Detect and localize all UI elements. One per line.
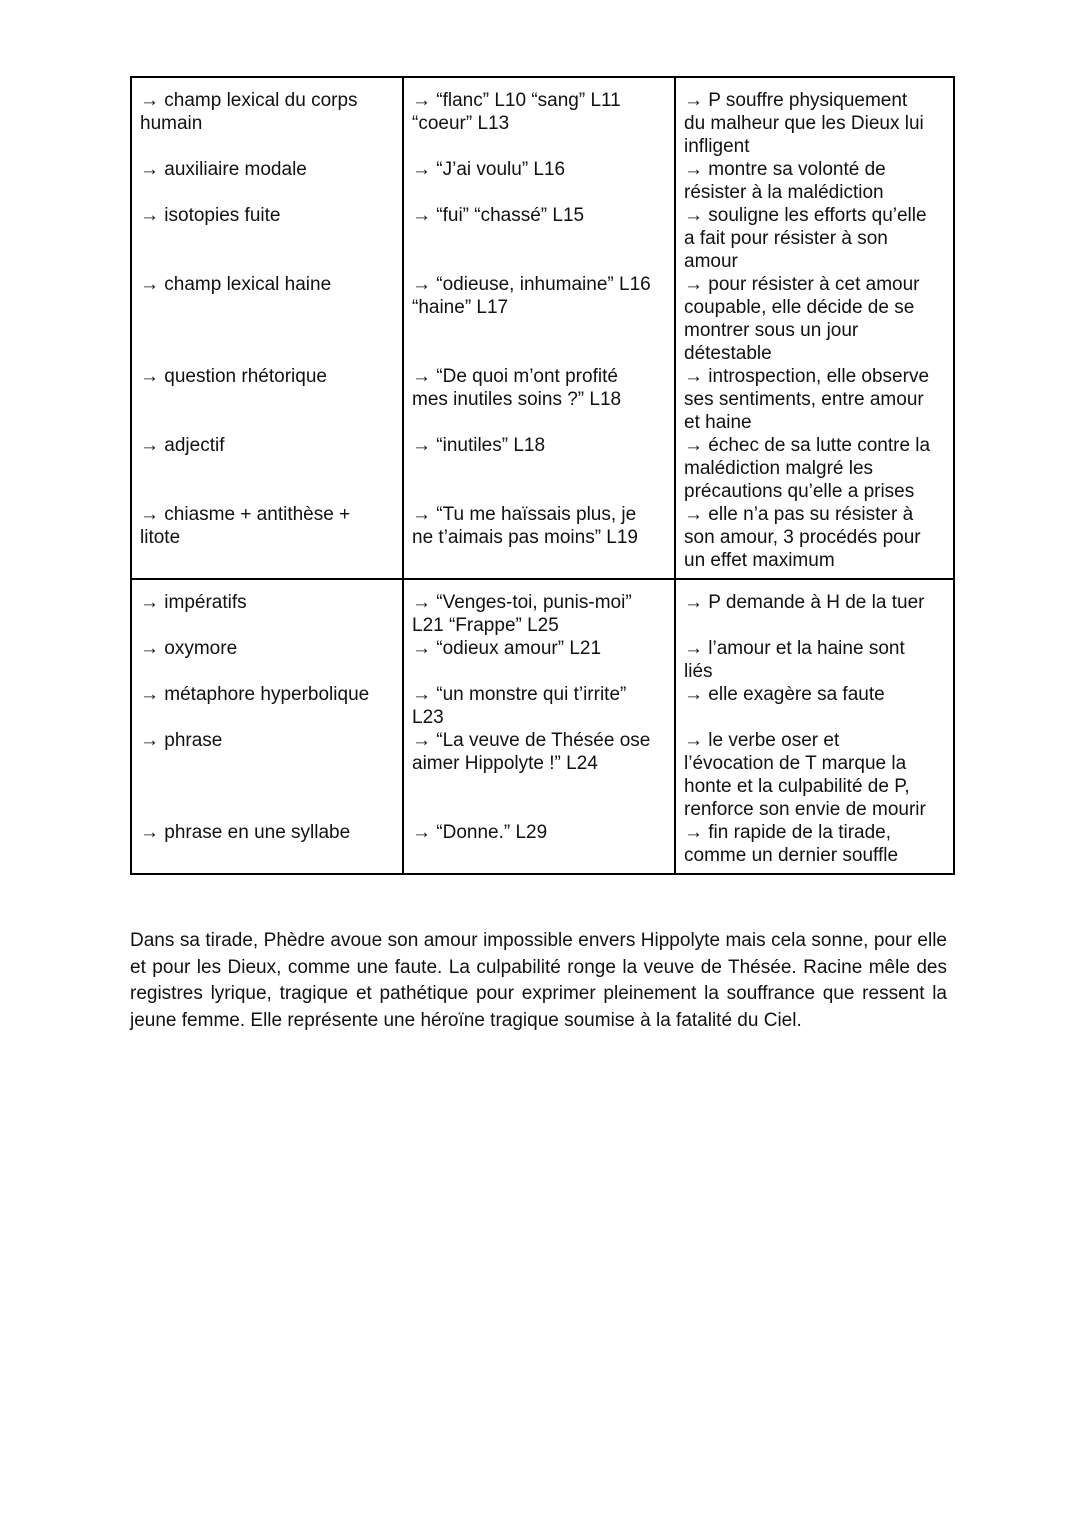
cell-procede: [131, 77, 403, 579]
cell-line: → “La veuve de Thésée ose: [412, 730, 651, 751]
cell-interpretation: [675, 579, 954, 874]
cell-citation: [403, 579, 675, 874]
cell-line: mes inutiles soins ?” L18: [412, 389, 622, 410]
cell-line: [412, 457, 666, 480]
cell-line: → champ lexical du corps: [140, 90, 358, 111]
cell-line: → montre sa volonté de: [684, 159, 886, 180]
cell-line: → chiasme + antithèse +: [140, 504, 351, 525]
cell-line: ne t’aimais pas moins” L19: [412, 527, 638, 548]
cell-line: humain: [140, 113, 203, 134]
cell-line: → question rhétorique: [140, 366, 327, 387]
cell-line: → auxiliaire modale: [140, 159, 307, 180]
cell-line: un effet maximum: [684, 550, 835, 571]
cell-line: → elle exagère sa faute: [684, 684, 885, 705]
cell-line: [140, 660, 394, 683]
cell-line: [412, 798, 666, 821]
cell-line: → P souffre physiquement: [684, 90, 908, 111]
cell-line: l’évocation de T marque la: [684, 753, 907, 774]
cell-line: précautions qu’elle a prises: [684, 481, 915, 502]
cell-line: → “un monstre qui t’irrite”: [412, 684, 627, 705]
cell-line: [140, 614, 394, 637]
cell-line: [412, 181, 666, 204]
cell-line: → elle n’a pas su résister à: [684, 504, 914, 525]
cell-line: et haine: [684, 412, 752, 433]
cell-line: amour: [684, 251, 738, 272]
cell-line: du malheur que les Dieux lui: [684, 113, 924, 134]
cell-line: [140, 227, 394, 250]
cell-line: → “Tu me haïssais plus, je: [412, 504, 637, 525]
cell-line: [140, 135, 394, 158]
cell-line: [140, 752, 394, 775]
cell-line: L23: [412, 707, 444, 728]
cell-line: [140, 319, 394, 342]
cell-line: litote: [140, 527, 181, 548]
cell-line: → métaphore hyperbolique: [140, 684, 370, 705]
cell-line: [412, 250, 666, 273]
cell-line: “coeur” L13: [412, 113, 510, 134]
cell-citation: [403, 77, 675, 579]
cell-line: [684, 706, 945, 729]
cell-line: → phrase en une syllabe: [140, 822, 351, 843]
conclusion-paragraph: Dans sa tirade, Phèdre avoue son amour impossible envers Hippolyte mais cela sonne, pour elle et pour les Dieux, comme une faute. La culpabilité ronge la veuve de Thésée. Racine mêle des registres lyrique, tragique et pathétique pour exprimer pleinement la souffrance que ressent la jeune femme. Elle représente une héroïne tragique soumise à la fatalité du Ciel.: [130, 930, 947, 1031]
cell-line: [412, 660, 666, 683]
cell-line: → “J’ai voulu” L16: [412, 159, 566, 180]
cell-line: → introspection, elle observe: [684, 366, 930, 387]
cell-line: liés: [684, 661, 713, 682]
cell-line: [140, 480, 394, 503]
cell-line: → échec de sa lutte contre la: [684, 435, 931, 456]
cell-line: honte et la culpabilité de P,: [684, 776, 910, 797]
cell-line: “haine” L17: [412, 297, 509, 318]
cell-line: → “Donne.” L29: [412, 822, 548, 843]
cell-line: → “odieuse, inhumaine” L16: [412, 274, 651, 295]
cell-line: comme un dernier souffle: [684, 845, 899, 866]
cell-line: L21 “Frappe” L25: [412, 615, 559, 636]
cell-line: → “odieux amour” L21: [412, 638, 602, 659]
cell-line: infligent: [684, 136, 750, 157]
cell-line: [684, 614, 945, 637]
cell-line: [140, 457, 394, 480]
cell-line: [140, 250, 394, 273]
cell-line: → P demande à H de la tuer: [684, 592, 925, 613]
cell-line: [412, 135, 666, 158]
cell-line: → le verbe oser et: [684, 730, 840, 751]
cell-line: [140, 388, 394, 411]
cell-line: → pour résister à cet amour: [684, 274, 920, 295]
cell-line: montrer sous un jour: [684, 320, 859, 341]
cell-line: → l’amour et la haine sont: [684, 638, 905, 659]
cell-line: → impératifs: [140, 592, 247, 613]
cell-line: a fait pour résister à son: [684, 228, 888, 249]
cell-line: → adjectif: [140, 435, 225, 456]
cell-line: [140, 181, 394, 204]
cell-line: malédiction malgré les: [684, 458, 874, 479]
cell-line: → “fui” “chassé” L15: [412, 205, 585, 226]
table-row: [131, 579, 954, 874]
cell-line: [412, 480, 666, 503]
analysis-table: [130, 76, 955, 875]
cell-line: → “inutiles” L18: [412, 435, 546, 456]
cell-line: → isotopies fuite: [140, 205, 281, 226]
cell-line: résister à la malédiction: [684, 182, 884, 203]
cell-line: [140, 342, 394, 365]
cell-line: [140, 775, 394, 798]
cell-line: [412, 411, 666, 434]
cell-line: → phrase: [140, 730, 223, 751]
cell-line: [412, 319, 666, 342]
cell-line: [412, 342, 666, 365]
table-row: [131, 77, 954, 579]
cell-line: → “flanc” L10 “sang” L11: [412, 90, 621, 111]
cell-line: → souligne les efforts qu’elle: [684, 205, 927, 226]
cell-line: [412, 227, 666, 250]
cell-line: → champ lexical haine: [140, 274, 332, 295]
cell-line: son amour, 3 procédés pour: [684, 527, 921, 548]
cell-line: coupable, elle décide de se: [684, 297, 915, 318]
cell-line: [412, 775, 666, 798]
cell-line: → oxymore: [140, 638, 238, 659]
cell-line: ses sentiments, entre amour: [684, 389, 924, 410]
cell-line: renforce son envie de mourir: [684, 799, 926, 820]
cell-line: [140, 706, 394, 729]
cell-interpretation: [675, 77, 954, 579]
cell-line: [140, 798, 394, 821]
cell-line: détestable: [684, 343, 772, 364]
cell-line: [140, 296, 394, 319]
cell-procede: [131, 579, 403, 874]
cell-line: [140, 411, 394, 434]
cell-line: aimer Hippolyte !” L24: [412, 753, 598, 774]
cell-line: → “Venges-toi, punis-moi”: [412, 592, 632, 613]
cell-line: → “De quoi m’ont profité: [412, 366, 618, 387]
cell-line: → fin rapide de la tirade,: [684, 822, 892, 843]
